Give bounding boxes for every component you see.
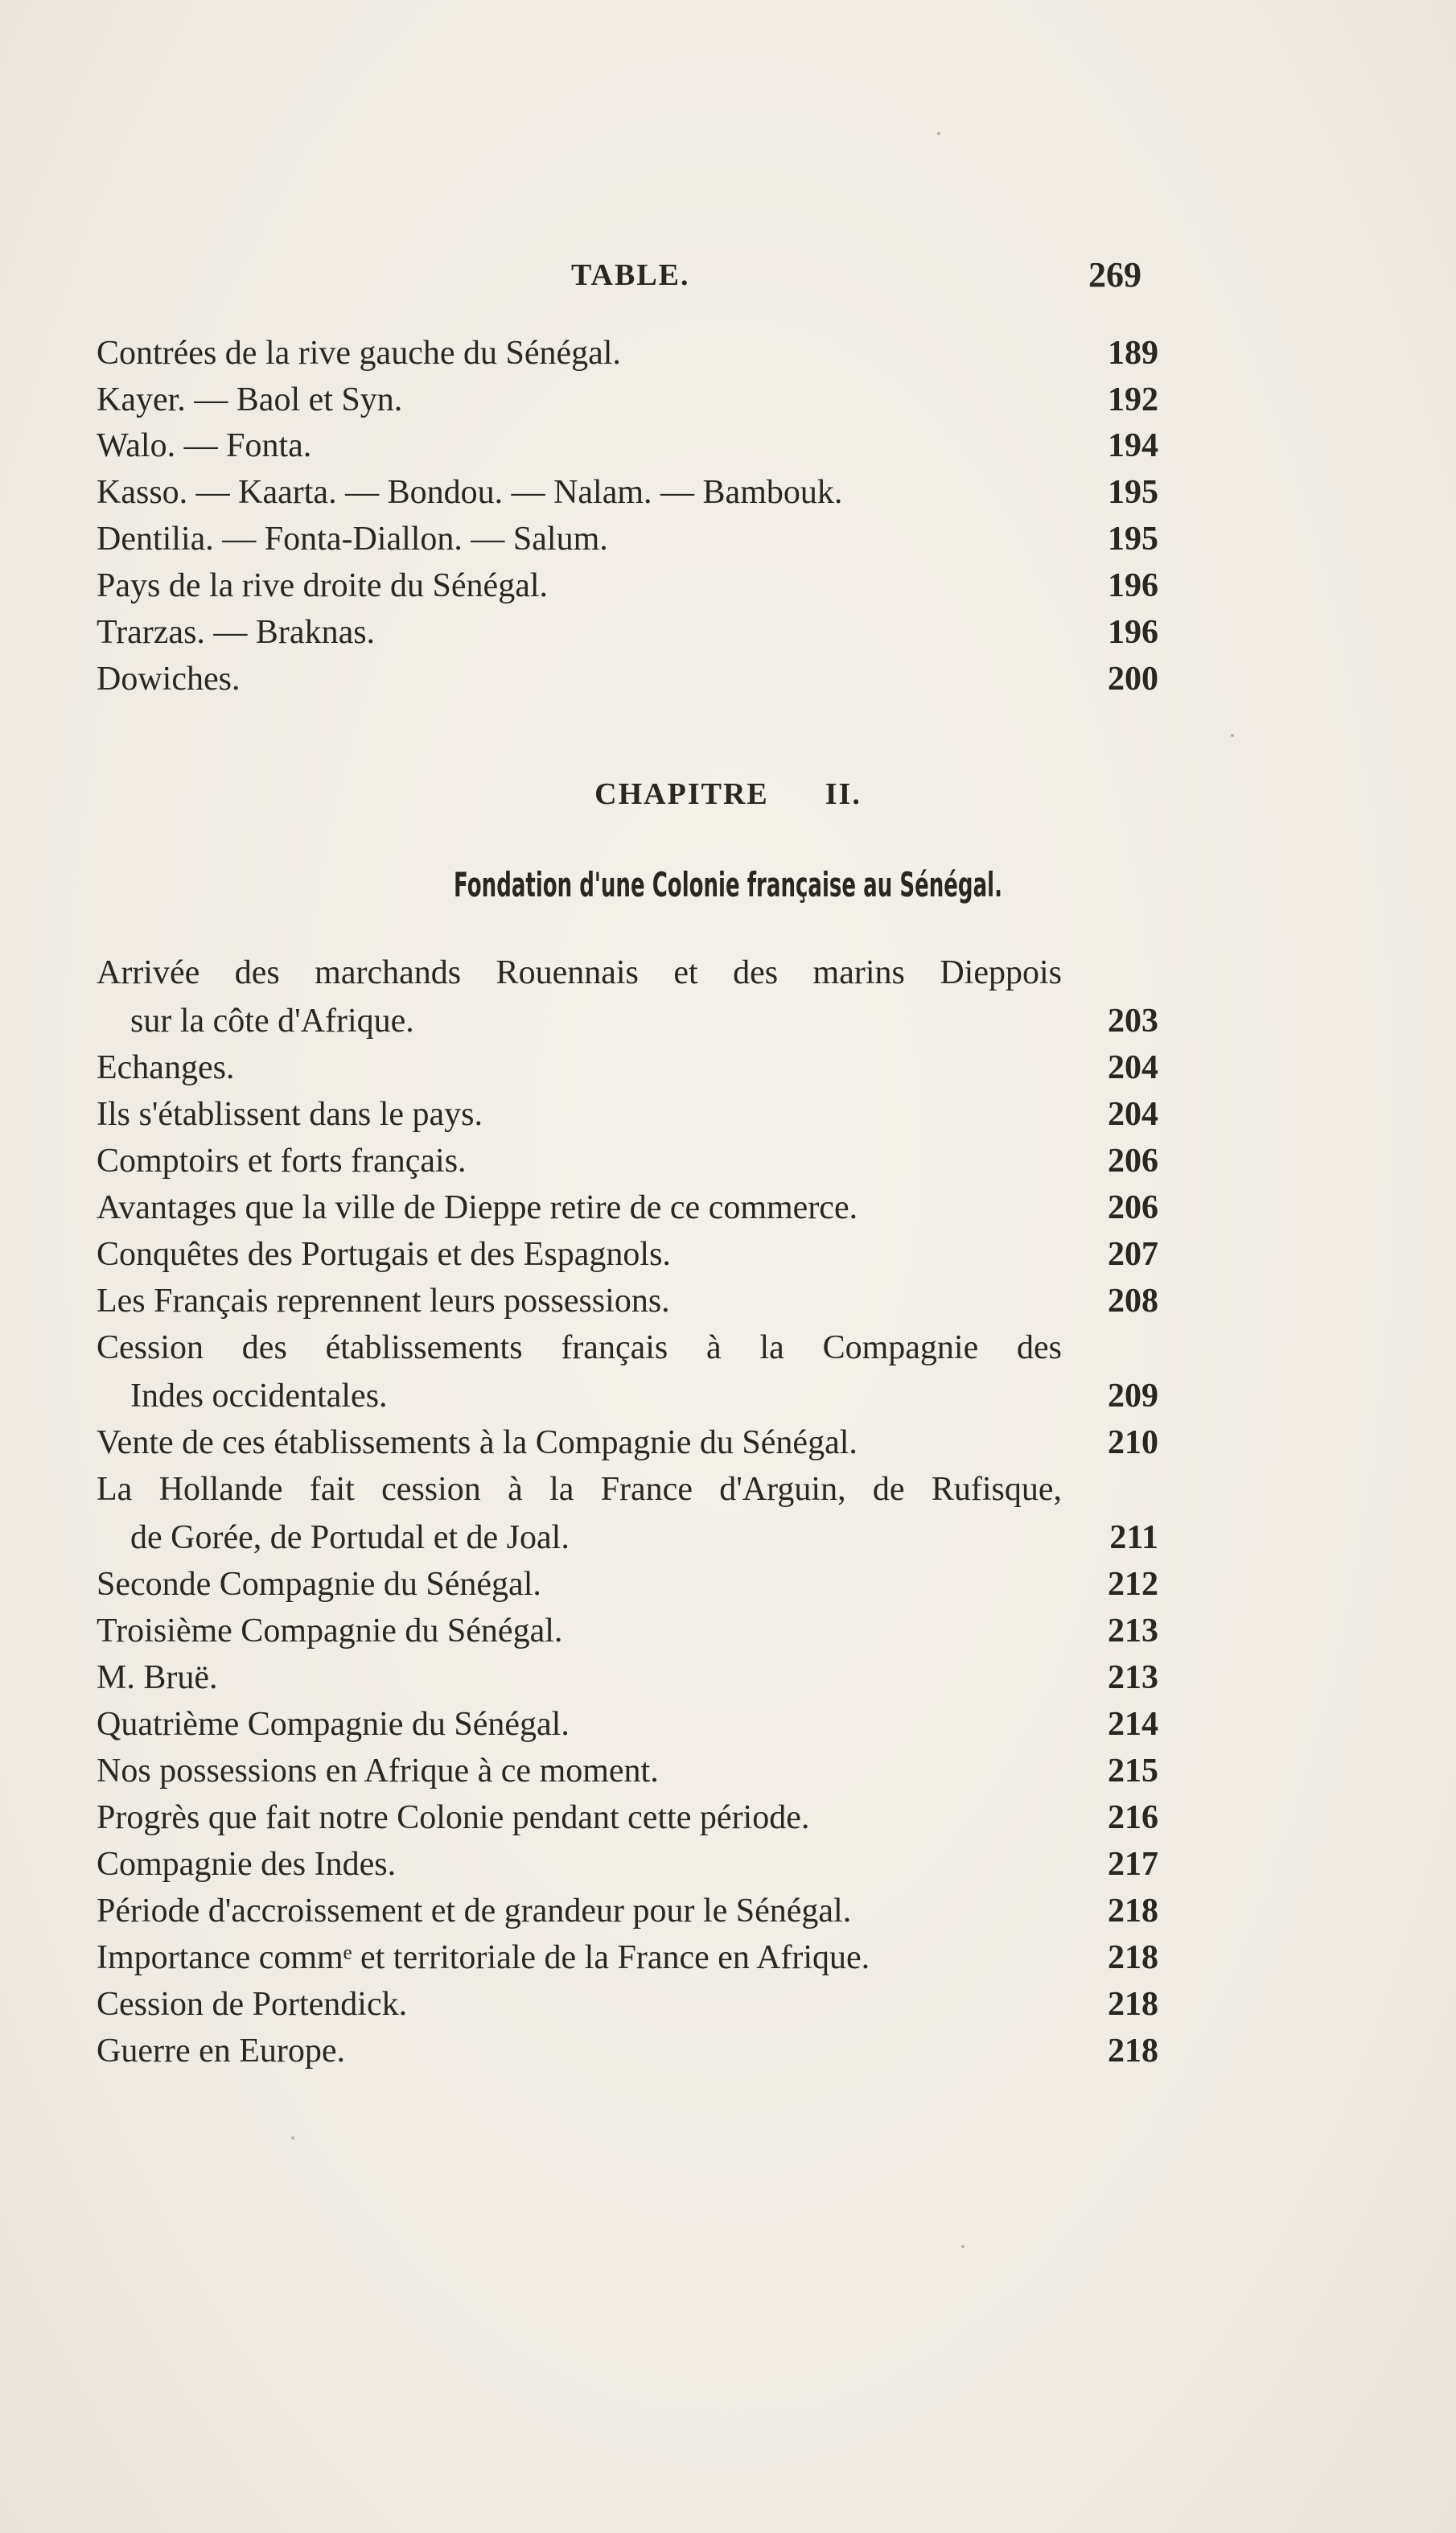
toc-entry — [97, 566, 1158, 613]
running-head — [0, 257, 1456, 306]
toc-entry — [97, 1985, 1158, 2032]
toc-entry-page: 195 — [1108, 474, 1158, 511]
running-head-title: TABLE. — [571, 258, 690, 292]
toc-entry-page: 196 — [1108, 614, 1158, 651]
chapter-subtitle: Fondation d'une Colonie française au Sénégal. — [454, 865, 1002, 904]
paper-speck — [291, 2136, 294, 2140]
toc-entry-page: 213 — [1108, 1612, 1158, 1650]
toc-entry — [97, 1892, 1158, 1938]
toc-entry-page: 189 — [1108, 335, 1158, 372]
toc-entry-title: de Gorée, de Portudal et de Joal. — [130, 1519, 570, 1556]
toc-entry-title: Echanges. — [97, 1049, 235, 1086]
toc-entry-page: 218 — [1108, 1939, 1158, 1976]
toc-entry — [97, 520, 1158, 566]
toc-entry — [97, 1565, 1158, 1612]
toc-entry — [97, 1002, 1158, 1048]
toc-entry-page: 204 — [1108, 1049, 1158, 1086]
toc-entry-page: 209 — [1108, 1378, 1158, 1415]
toc-entry — [97, 1798, 1158, 1845]
toc-entry — [97, 1423, 1158, 1470]
toc-entry — [97, 1938, 1158, 1985]
toc-entry-page: 207 — [1108, 1236, 1158, 1273]
toc-entry-title: Progrès que fait notre Colonie pendant cette période. — [97, 1799, 810, 1836]
toc-entry — [97, 1752, 1158, 1798]
toc-entry — [97, 426, 1158, 473]
toc-entry-title: Kayer. — Baol et Syn. — [97, 381, 403, 418]
toc-entry-page: 196 — [1108, 567, 1158, 604]
toc-entry-title: Avantages que la ville de Dieppe retire de ce commerce. — [97, 1189, 858, 1226]
toc-entry-title: Compagnie des Indes. — [97, 1846, 397, 1883]
toc-entry-title: Période d'accroissement et de grandeur pour le Sénégal. — [97, 1893, 852, 1930]
toc-entry-page: 195 — [1108, 521, 1158, 558]
toc-entry-page: 203 — [1108, 1003, 1158, 1040]
toc-entry-page: 194 — [1108, 427, 1158, 464]
toc-entry — [97, 2032, 1158, 2078]
toc-entry-title: Dentilia. — Fonta-Diallon. — Salum. — [97, 521, 608, 558]
toc-entry — [97, 1377, 1158, 1423]
toc-entry-title: Arrivée des marchands Rouennais et des marins Dieppois — [97, 954, 1062, 991]
toc-entry-page: 218 — [1108, 2033, 1158, 2070]
toc-entry-page: 215 — [1108, 1753, 1158, 1790]
toc-entry — [97, 1328, 1158, 1375]
toc-entry — [97, 1282, 1158, 1328]
paper-speck — [1231, 734, 1234, 737]
toc-entry-title: Contrées de la rive gauche du Sénégal. — [97, 335, 621, 372]
toc-entry — [97, 1658, 1158, 1705]
toc-entry-title: Troisième Compagnie du Sénégal. — [97, 1612, 563, 1650]
toc-entry — [97, 1470, 1158, 1517]
toc-entry-page: 217 — [1108, 1846, 1158, 1883]
toc-entry-title: La Hollande fait cession à la France d'Arguin, de Rufisque, — [97, 1471, 1062, 1508]
toc-entry — [97, 1518, 1158, 1565]
toc-entry-title: Conquêtes des Portugais et des Espagnols. — [97, 1236, 671, 1273]
toc-entry — [97, 1095, 1158, 1142]
toc-entry-page: 218 — [1108, 1893, 1158, 1930]
toc-entry-title: Cession de Portendick. — [97, 1986, 408, 2023]
toc-entry-title: Pays de la rive droite du Sénégal. — [97, 567, 549, 604]
page-number: 269 — [1088, 255, 1141, 294]
toc-entry-title: Importance commᵉ et territoriale de la France en Afrique. — [97, 1939, 870, 1976]
paper-speck — [961, 2245, 964, 2248]
toc-entry — [97, 1188, 1158, 1235]
toc-entry-page: 211 — [1109, 1519, 1158, 1556]
toc-entry-title: Indes occidentales. — [130, 1378, 388, 1415]
toc-entry — [97, 334, 1158, 381]
paper-speck — [937, 132, 940, 135]
toc-entry-page: 216 — [1108, 1799, 1158, 1836]
toc-entry-page: 206 — [1108, 1189, 1158, 1226]
toc-entry-page: 210 — [1108, 1424, 1158, 1461]
toc-entry — [97, 1612, 1158, 1658]
toc-entry-title: Quatrième Compagnie du Sénégal. — [97, 1706, 570, 1743]
toc-entry-title: Cession des établissements français à la Compagnie des — [97, 1329, 1062, 1366]
toc-entry — [97, 613, 1158, 660]
toc-entry-title: Ils s'établissent dans le pays. — [97, 1096, 483, 1133]
toc-entry-page: 200 — [1108, 661, 1158, 698]
toc-entry-title: Guerre en Europe. — [97, 2033, 346, 2070]
toc-entry — [97, 473, 1158, 520]
toc-entry — [97, 660, 1158, 706]
toc-entry-title: Trarzas. — Braknas. — [97, 614, 376, 651]
toc-entry-title: Dowiches. — [97, 661, 241, 698]
toc-entry-page: 212 — [1108, 1566, 1158, 1603]
chapter-number: II. — [825, 777, 862, 811]
toc-entry-page: 192 — [1108, 381, 1158, 418]
toc-entry-page: 214 — [1108, 1706, 1158, 1743]
toc-entry-page: 208 — [1108, 1283, 1158, 1320]
toc-entry — [97, 1235, 1158, 1282]
toc-entry — [97, 1048, 1158, 1095]
toc-entry-title: Nos possessions en Afrique à ce moment. — [97, 1753, 659, 1790]
toc-entry-page: 218 — [1108, 1986, 1158, 2023]
toc-entry-title: Vente de ces établissements à la Compagnie du Sénégal. — [97, 1424, 858, 1461]
toc-entry — [97, 1845, 1158, 1892]
toc-entry — [97, 1142, 1158, 1188]
toc-entry — [97, 381, 1158, 427]
chapter-heading — [0, 776, 1456, 812]
toc-entry — [97, 1705, 1158, 1752]
toc-entry-title: Les Français reprennent leurs possessions. — [97, 1283, 670, 1320]
toc-entry-page: 213 — [1108, 1659, 1158, 1696]
toc-entry-title: M. Bruë. — [97, 1659, 218, 1696]
toc-entry-title: Seconde Compagnie du Sénégal. — [97, 1566, 541, 1603]
chapter-label: CHAPITRE — [594, 777, 769, 811]
toc-entry-title: Kasso. — Kaarta. — Bondou. — Nalam. — Bambouk. — [97, 474, 843, 511]
toc-entry-title: sur la côte d'Afrique. — [130, 1003, 414, 1040]
toc-entry — [97, 953, 1158, 1000]
toc-entry-page: 204 — [1108, 1096, 1158, 1133]
toc-entry-title: Walo. — Fonta. — [97, 427, 312, 464]
toc-entry-page: 206 — [1108, 1143, 1158, 1180]
toc-entry-title: Comptoirs et forts français. — [97, 1143, 467, 1180]
